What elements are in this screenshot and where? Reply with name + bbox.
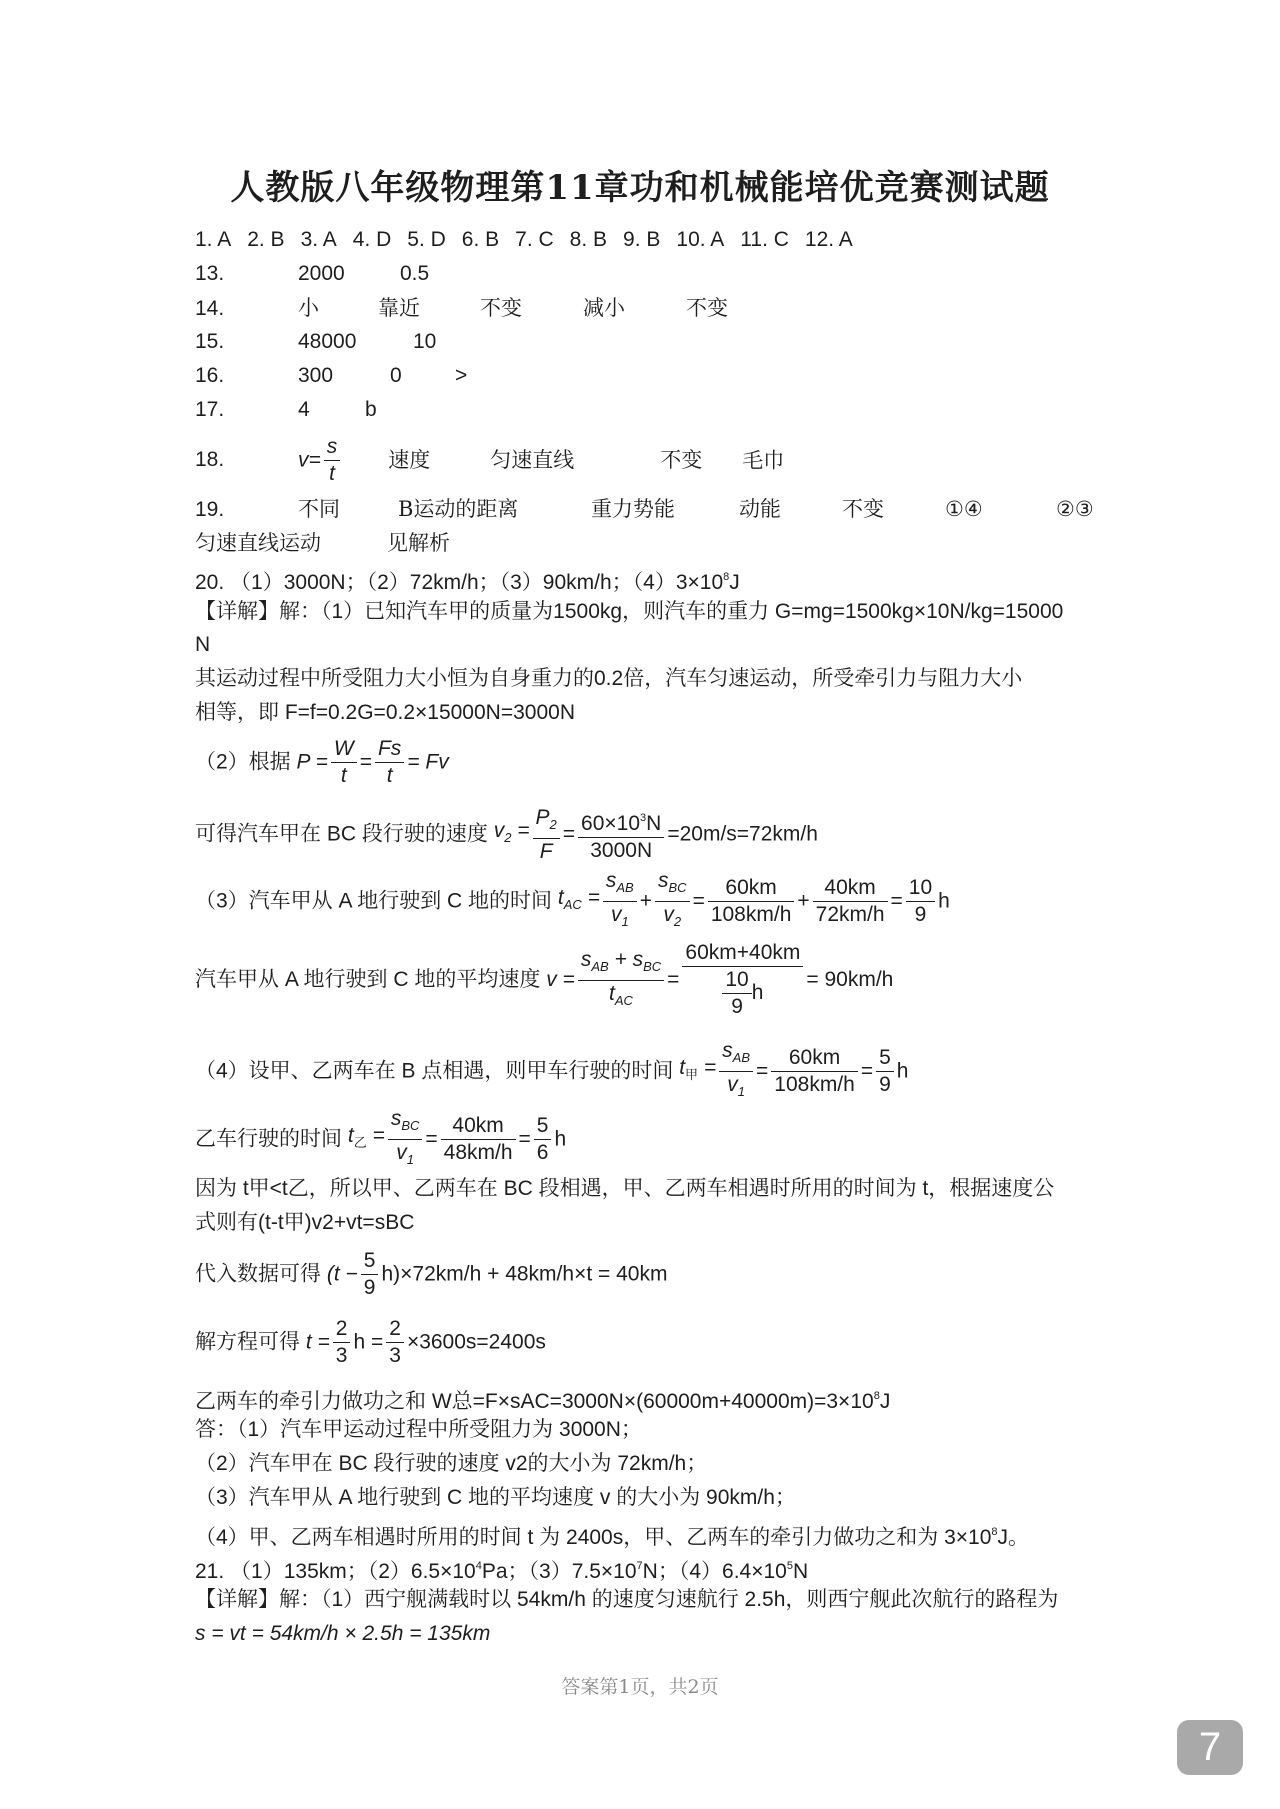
numerator: 40km	[813, 875, 888, 902]
detail-20-1b: N	[195, 633, 211, 656]
denominator: 9	[363, 1275, 376, 1299]
fraction	[906, 875, 935, 928]
answer: 10. A	[676, 228, 725, 251]
answer: 减小	[583, 296, 625, 320]
answer: 见解析	[387, 531, 450, 555]
answer: 不变	[480, 296, 522, 320]
text: 乙车行驶的时间	[195, 1127, 342, 1151]
answer: 不变	[660, 448, 703, 473]
detail-tag: 【详解】	[195, 599, 279, 623]
answer: 9. B	[623, 228, 661, 251]
answer-21-summary	[195, 1553, 808, 1585]
answer-18	[195, 432, 784, 488]
numerator: 40km	[441, 1113, 516, 1140]
numerator: 10	[906, 875, 935, 902]
answer-14	[195, 295, 728, 322]
fraction	[333, 1316, 351, 1369]
denominator: t	[340, 763, 347, 787]
answer: 2. B	[247, 228, 285, 251]
denominator: 9	[731, 995, 743, 1018]
denominator: $v_1$	[396, 1141, 414, 1167]
detail-20-1	[195, 598, 1063, 625]
denominator: 6	[536, 1141, 549, 1164]
answer: ①④	[945, 497, 983, 521]
answer: 毛巾	[742, 448, 785, 473]
equals: =	[562, 822, 576, 846]
fraction	[603, 868, 637, 935]
text: = 90km/h	[806, 968, 894, 991]
detail-20-12	[195, 1246, 667, 1302]
fraction	[708, 875, 795, 928]
numerator: 2	[386, 1316, 404, 1343]
fraction	[771, 1045, 858, 1098]
exponent: 7	[636, 1560, 643, 1572]
text: 乙两车的牵引力做功之和 W总=F×sAC=3000N×(60000m+40000m)=3×10	[195, 1390, 874, 1413]
text: 60×10	[581, 812, 641, 835]
formula-t: t =	[305, 1330, 330, 1354]
numerator: 2	[333, 1316, 351, 1343]
formula-t-jia: $t_甲$ =	[679, 1056, 717, 1082]
answer: 0.5	[400, 262, 430, 285]
answer-20-2: （2）汽车甲在 BC 段行驶的速度 v2的大小为 72km/h；	[195, 1452, 708, 1475]
answer: 6. B	[461, 228, 500, 251]
fraction	[388, 1106, 423, 1173]
exponent: 8	[873, 1390, 880, 1402]
numerator: $s_{AB}$	[603, 868, 637, 902]
denominator: 3	[335, 1343, 348, 1367]
formula-tac: $t_{AC}$ =	[557, 886, 600, 912]
unit-h: h	[554, 1127, 567, 1151]
equals: =	[860, 1059, 874, 1083]
denominator: 48km/h	[443, 1141, 513, 1164]
text: 解：（1）已知汽车甲的质量为1500kg，则汽车的重力 G=mg=1500kg×10N/kg=15000	[279, 600, 1064, 623]
answer: 0	[390, 364, 402, 387]
denominator: 9	[879, 1073, 891, 1096]
equals: =	[692, 889, 705, 913]
numerator: $s_{AB}$	[719, 1038, 753, 1072]
numerator: $s_{AB} + s_{BC}$	[578, 947, 664, 981]
fraction	[324, 434, 341, 487]
denominator: t	[329, 461, 335, 485]
detail-20-7	[195, 940, 893, 1020]
answer-16	[195, 363, 467, 389]
answer: b	[365, 398, 377, 421]
formula-t-yi: $t_乙$ =	[347, 1124, 385, 1150]
detail-21-2: s = vt = 54km/h × 2.5h = 135km	[195, 1622, 491, 1645]
denominator: 108km/h	[710, 903, 792, 926]
numerator: 5	[361, 1248, 379, 1275]
answer: 4	[298, 398, 310, 421]
numerator: 60km	[771, 1045, 858, 1072]
fraction	[682, 940, 803, 1020]
detail-20-14	[195, 1383, 890, 1415]
numerator: $s_{BC}$	[388, 1106, 423, 1140]
text: Pa；（3）7.5×10	[481, 1560, 637, 1583]
numerator	[578, 805, 664, 838]
answer: 动能	[739, 497, 781, 521]
answer: 不变	[686, 296, 728, 320]
denominator: $v_1$	[727, 1073, 745, 1099]
text: J	[879, 1390, 891, 1413]
answer: 300	[298, 364, 334, 387]
answer: 48000	[298, 330, 357, 353]
exponent: 4	[475, 1560, 482, 1572]
answer: 不同	[298, 497, 340, 521]
exponent: 5	[786, 1560, 793, 1572]
denominator: 108km/h	[774, 1073, 855, 1096]
equals: =	[518, 1127, 531, 1151]
detail-20-10: 因为 t甲<t乙，所以甲、乙两车在 BC 段相遇，甲、乙两车相遇时所用的时间为 t，根据速度公	[195, 1177, 1055, 1200]
text: 20. （1）3000N；（2）72km/h；（3）90km/h；（4）3×10	[195, 571, 724, 594]
formula-p: P =	[296, 750, 328, 774]
answer: 速度	[388, 448, 431, 473]
numerator: 60km+40km	[682, 940, 803, 967]
text: （4）甲、乙两车相遇时所用的时间 t 为 2400s，甲、乙两车的牵引力做功之和为 3×10	[195, 1526, 992, 1549]
formula: v=	[298, 448, 321, 472]
text: J	[729, 571, 740, 594]
answer-19	[195, 496, 1094, 523]
formula-v: v =	[546, 968, 575, 991]
equals: =	[359, 750, 372, 774]
detail-20-6	[195, 868, 950, 935]
answer: 2000	[298, 262, 345, 285]
question-number: 17.	[195, 398, 225, 421]
unit-h-eq: h =	[353, 1330, 384, 1354]
formula-v2: $v_2$ =	[493, 819, 530, 845]
text: N	[792, 1560, 809, 1583]
fraction	[578, 947, 664, 1014]
answer-20-1: 答：（1）汽车甲运动过程中所受阻力为 3000N；	[195, 1418, 642, 1441]
text: 21. （1）135km；（2）6.5×10	[195, 1560, 476, 1583]
answer-19-line2	[195, 530, 450, 556]
answer: >	[455, 364, 468, 387]
answer: 12. A	[804, 228, 853, 251]
equals: =	[425, 1127, 438, 1151]
answer: 10	[413, 330, 437, 353]
numerator: 5	[534, 1113, 552, 1140]
detail-20-9	[195, 1106, 566, 1173]
answer-17	[195, 397, 377, 423]
exponent: 3	[640, 812, 647, 824]
numerator: $P_2$	[533, 805, 560, 839]
fraction	[375, 736, 404, 789]
answer: ②③	[1056, 497, 1094, 521]
fraction	[533, 805, 560, 865]
numerator: 60km	[708, 875, 795, 902]
mc-answers	[195, 227, 869, 253]
denominator: $v_2$	[663, 903, 682, 929]
equals: =	[756, 1059, 769, 1083]
answer: 匀速直线	[490, 448, 575, 473]
numerator: s	[324, 434, 341, 461]
text: （4）设甲、乙两车在 B 点相遇，则甲车行驶的时间	[195, 1059, 674, 1083]
unit-h: h	[896, 1059, 909, 1083]
unit-h: h	[938, 889, 950, 913]
denominator: $t_{AC}$	[609, 981, 633, 1008]
page-title: 人教版八年级物理第11章功和机械能培优竞赛测试题	[230, 168, 1050, 208]
answer-20-3: （3）汽车甲从 A 地行驶到 C 地的平均速度 v 的大小为 90km/h；	[195, 1486, 796, 1509]
text: （3）汽车甲从 A 地行驶到 C 地的时间	[195, 889, 553, 913]
answer: 不变	[842, 497, 884, 521]
detail-20-5	[195, 803, 818, 866]
denominator: 3000N	[590, 839, 653, 862]
denominator: $v_1$	[610, 903, 629, 929]
answer-13	[195, 261, 429, 287]
fraction	[722, 967, 751, 1020]
numerator: 10	[722, 967, 751, 994]
plus: +	[639, 889, 652, 913]
detail-20-11: 式则有(t-t甲)v2+vt=sBC	[195, 1211, 415, 1234]
answer-15	[195, 329, 436, 355]
page-number-badge[interactable]: 7	[1177, 1720, 1243, 1775]
answer-20-summary	[195, 564, 740, 596]
question-number: 13.	[195, 262, 225, 285]
detail-20-8	[195, 1038, 908, 1105]
fraction	[719, 1038, 753, 1105]
fraction	[331, 736, 357, 789]
detail-20-3: 相等，即 F=f=0.2G=0.2×15000N=3000N	[195, 701, 575, 724]
detail-20-4	[195, 734, 449, 790]
answer: 3. A	[300, 228, 337, 251]
numerator: $s_{BC}$	[655, 868, 690, 902]
fraction	[386, 1316, 404, 1369]
answer: 1. A	[195, 228, 232, 251]
denominator: 72km/h	[815, 903, 885, 926]
text: h)×72km/h + 48km/h×t = 40km	[381, 1262, 668, 1286]
exponent: 8	[991, 1526, 998, 1538]
page-footer: 答案第1页，共2页	[561, 1676, 719, 1698]
question-number: 15.	[195, 330, 225, 353]
formula-paren: (t −	[326, 1262, 358, 1286]
formula-fv: = Fv	[407, 750, 449, 774]
fraction	[876, 1045, 894, 1098]
fraction	[655, 868, 690, 935]
denominator: 3	[389, 1343, 401, 1367]
answer: B运动的距离	[398, 497, 519, 521]
answer: 小	[298, 296, 319, 320]
denominator: F	[539, 839, 553, 863]
fraction	[534, 1113, 552, 1166]
question-number: 18.	[195, 448, 225, 472]
exponent: 8	[723, 571, 730, 583]
equals: =	[890, 889, 903, 913]
fraction	[813, 875, 888, 928]
text: （2）根据	[195, 750, 291, 774]
detail-21-1: 【详解】解：（1）西宁舰满载时以 54km/h 的速度匀速航行 2.5h，则西宁舰此次航行的路程为	[195, 1588, 1059, 1611]
text: 可得汽车甲在 BC 段行驶的速度	[195, 822, 488, 846]
numerator: Fs	[375, 736, 404, 763]
question-number: 16.	[195, 364, 225, 387]
text: J。	[997, 1526, 1029, 1549]
equals: =	[667, 968, 680, 991]
answer: 重力势能	[591, 497, 675, 521]
text: =20m/s=72km/h	[667, 822, 818, 846]
text: 代入数据可得	[195, 1262, 321, 1286]
answer: 7. C	[515, 228, 554, 251]
denominator: t	[386, 763, 393, 787]
fraction	[578, 805, 664, 864]
answer: 11. C	[740, 228, 789, 251]
detail-20-2: 其运动过程中所受阻力大小恒为自身重力的0.2倍，汽车匀速运动，所受牵引力与阻力大小	[195, 667, 1023, 690]
plus: +	[797, 889, 810, 913]
detail-20-13	[195, 1314, 546, 1370]
answer-20-4	[195, 1519, 1029, 1551]
text: 汽车甲从 A 地行驶到 C 地的平均速度	[195, 968, 541, 991]
answer: 4. D	[352, 228, 392, 251]
text: N；（4）6.4×10	[642, 1560, 787, 1583]
answer: 5. D	[407, 228, 446, 251]
question-number: 19.	[195, 498, 225, 521]
fraction	[361, 1248, 379, 1301]
denominator: $\frac{10}{9}$ h	[682, 967, 803, 1020]
text: N	[646, 812, 662, 835]
fraction	[441, 1113, 516, 1166]
text: ×3600s=2400s	[406, 1330, 546, 1354]
answer: 8. B	[569, 228, 608, 251]
answer: 靠近	[378, 296, 420, 320]
denominator: 9	[914, 903, 927, 926]
text: 解方程可得	[195, 1330, 300, 1354]
numerator: W	[331, 736, 357, 763]
numerator: 5	[876, 1045, 894, 1072]
question-number: 14.	[195, 297, 225, 320]
answer: 匀速直线运动	[195, 531, 321, 555]
